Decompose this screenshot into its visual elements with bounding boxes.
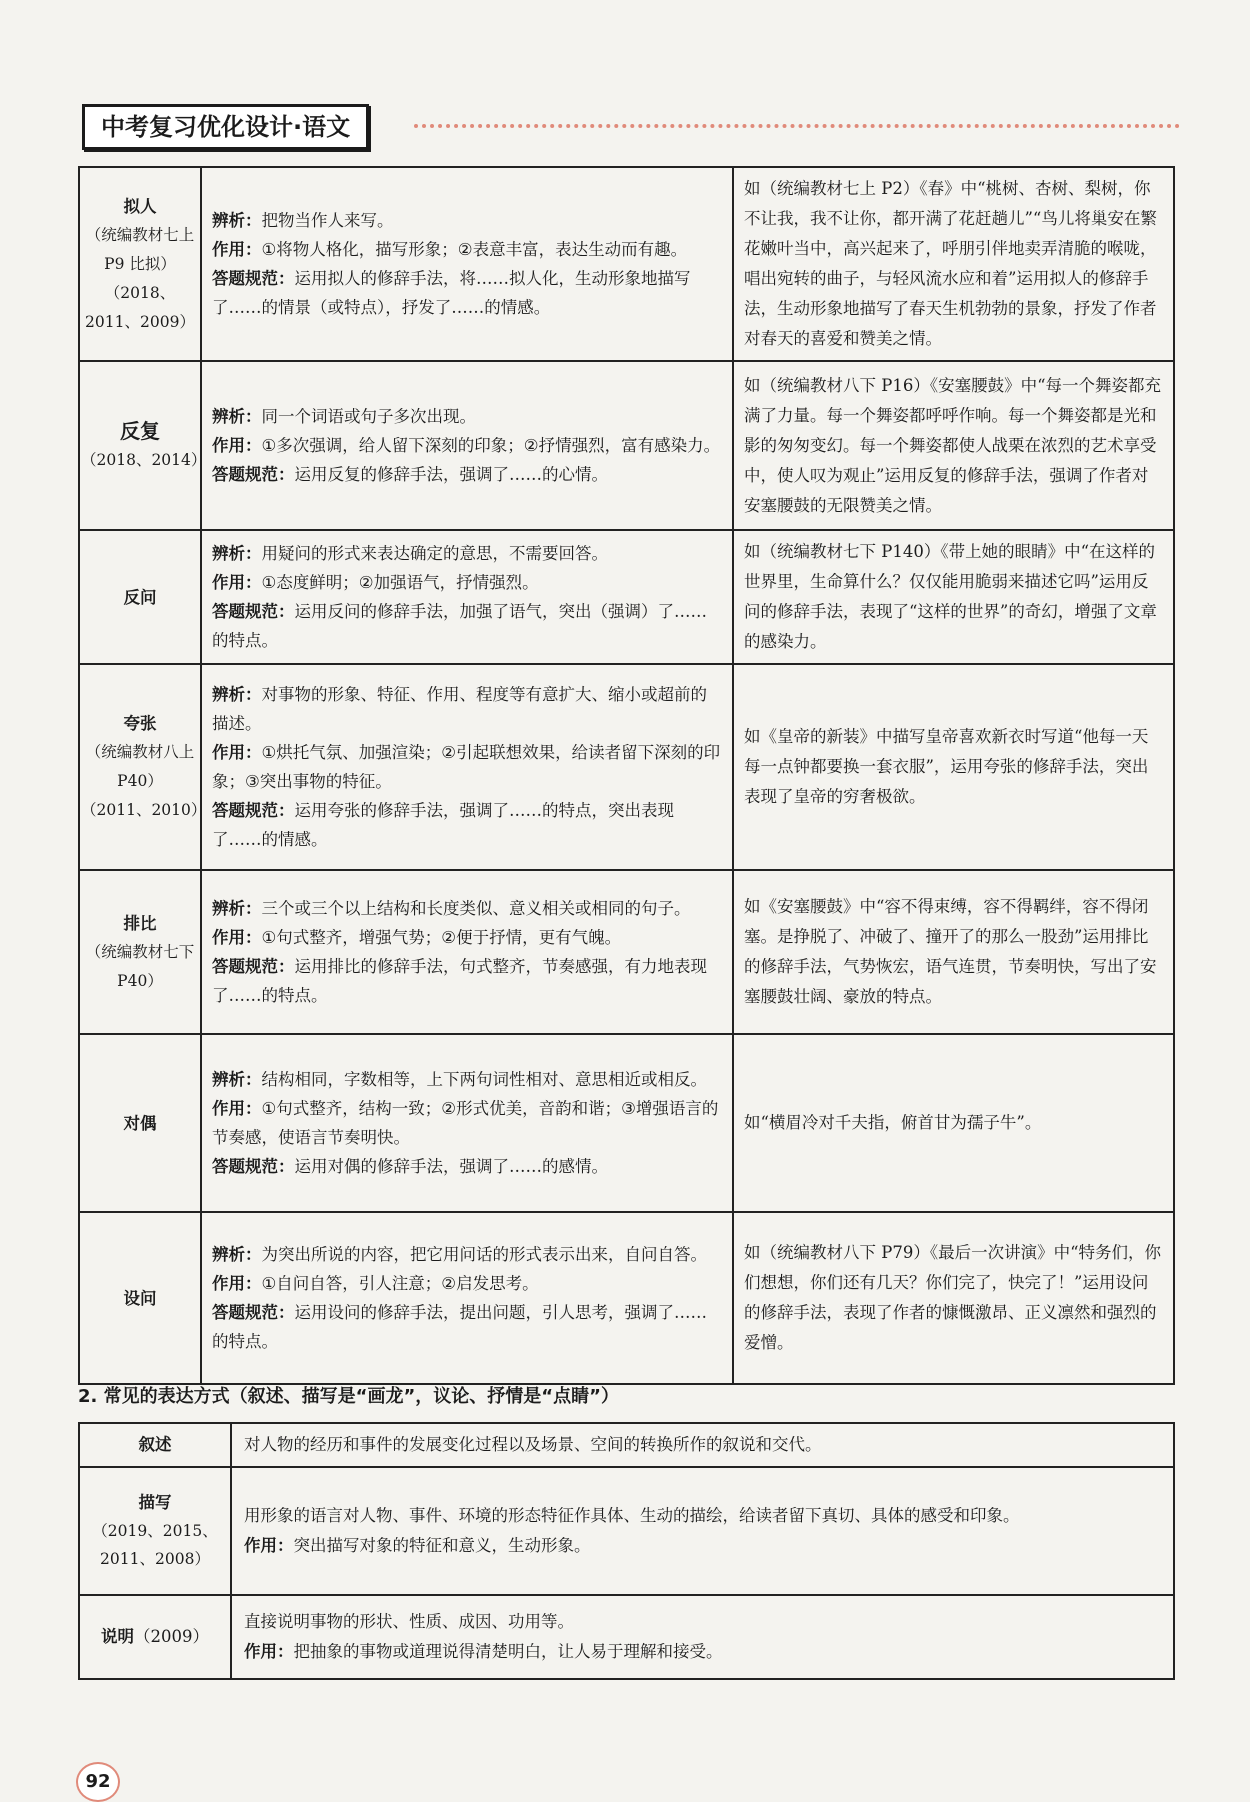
standard-text: 运用对偶的修辞手法，强调了……的感情。 — [294, 1157, 608, 1176]
title-divider — [414, 124, 1180, 128]
page-title: 中考复习优化设计·语文 — [82, 104, 369, 150]
analysis-text: 把物当作人来写。 — [261, 211, 394, 230]
analysis-text: 三个或三个以上结构和长度类似、意义相关或相同的句子。 — [261, 899, 691, 918]
analysis-text: 同一个词语或句子多次出现。 — [261, 407, 476, 426]
term-years: （2018、2014） — [81, 450, 207, 469]
table-row — [79, 167, 1174, 361]
explanation-cell — [201, 167, 733, 361]
standard-label: 答题规范： — [212, 269, 295, 288]
analysis-text: 结构相同，字数相等，上下两句词性相对、意思相近或相反。 — [261, 1070, 707, 1089]
effect-label: 作用： — [212, 1274, 262, 1293]
term-name: 排比 — [123, 913, 157, 933]
term-years: （2019、2015、2011、2008） — [92, 1522, 218, 1568]
table-row — [79, 870, 1174, 1034]
example-cell: 如《皇帝的新装》中描写皇帝喜欢新衣时写道“他每一天每一点钟都要换一套衣服”，运用夸张的修辞手法，突出表现了皇帝的穷奢极欲。 — [733, 664, 1174, 870]
explanation-cell — [201, 1212, 733, 1384]
example-cell: 如“横眉冷对千夫指，俯首甘为孺子牛”。 — [733, 1034, 1174, 1212]
explanation-cell — [201, 530, 733, 664]
term-cell — [79, 530, 201, 664]
term-name: 说明 — [101, 1627, 134, 1646]
analysis-label: 辨析： — [212, 685, 262, 704]
table-row — [79, 1595, 1174, 1679]
expression-table — [78, 1422, 1175, 1680]
example-cell: 如（统编教材八下 P16）《安塞腰鼓》中“每一个舞姿都充满了力量。每一个舞姿都呼呼作响。每一个舞姿都是光和影的匆匆变幻。每一个舞姿都使人战栗在浓烈的艺术享受中，使人叹为观止”运用反复的修辞手法，强调了作者对安塞腰鼓的无限赞美之情。 — [733, 361, 1174, 530]
example-cell: 如（统编教材七下 P140）《带上她的眼睛》中“在这样的世界里，生命算什么？仅仅能用脆弱来描述它吗”运用反问的修辞手法，表现了“这样的世界”的奇幻，增强了文章的感染力。 — [733, 530, 1174, 664]
standard-text: 运用反问的修辞手法，加强了语气，突出（强调）了……的特点。 — [212, 602, 707, 650]
effect-text: ①多次强调，给人留下深刻的印象；②抒情强烈，富有感染力。 — [261, 436, 721, 455]
effect-text: ①句式整齐，增强气势；②便于抒情，更有气魄。 — [261, 928, 622, 947]
standard-text: 运用夸张的修辞手法，强调了……的特点，突出表现了……的情感。 — [212, 801, 674, 849]
analysis-text: 为突出所说的内容，把它用问话的形式表示出来，自问自答。 — [261, 1245, 707, 1264]
analysis-label: 辨析： — [212, 899, 262, 918]
description-text: 用形象的语言对人物、事件、环境的形态特征作具体、生动的描绘，给读者留下真切、具体的感受和印象。 — [244, 1506, 1020, 1525]
term-cell — [79, 870, 201, 1034]
term-years: （2011、2010） — [81, 801, 207, 819]
standard-label: 答题规范： — [212, 465, 295, 484]
standard-text: 运用设问的修辞手法，提出问题，引人思考，强调了……的特点。 — [212, 1303, 707, 1351]
term-cell — [79, 1423, 231, 1467]
analysis-label: 辨析： — [212, 544, 262, 563]
analysis-label: 辨析： — [212, 407, 262, 426]
table-row — [79, 664, 1174, 870]
explanation-cell — [201, 870, 733, 1034]
table-row — [79, 530, 1174, 664]
description-cell — [231, 1423, 1174, 1467]
explanation-cell — [201, 361, 733, 530]
example-cell: 如（统编教材八下 P79）《最后一次讲演》中“特务们，你们想想，你们还有几天？你们完了，快完了！”运用设问的修辞手法，表现了作者的慷慨激昂、正义凛然和强烈的爱憎。 — [733, 1212, 1174, 1384]
rhetoric-table — [78, 166, 1175, 1385]
explanation-cell — [201, 664, 733, 870]
table-row — [79, 1034, 1174, 1212]
term-cell — [79, 1212, 201, 1384]
section-heading: 2. 常见的表达方式（叙述、描写是“画龙”，议论、抒情是“点睛”） — [78, 1386, 619, 1407]
term-name: 描写 — [138, 1493, 172, 1512]
term-name: 对偶 — [123, 1113, 157, 1133]
effect-label: 作用： — [244, 1642, 294, 1661]
page-number: 92 — [76, 1762, 120, 1802]
effect-label: 作用： — [212, 240, 262, 259]
effect-label: 作用： — [244, 1536, 294, 1555]
effect-text: ①将物人格化，描写形象；②表意丰富，表达生动而有趣。 — [261, 240, 688, 259]
effect-text: 把抽象的事物或道理说得清楚明白，让人易于理解和接受。 — [293, 1642, 723, 1661]
term-note: （统编教材八上 P40） — [85, 743, 195, 790]
standard-label: 答题规范： — [212, 801, 295, 820]
term-cell — [79, 361, 207, 530]
term-name: 反复 — [120, 418, 160, 443]
effect-label: 作用： — [212, 928, 262, 947]
term-years: （2018、2011、2009） — [85, 283, 195, 331]
description-cell — [231, 1595, 1174, 1679]
effect-text: ①态度鲜明；②加强语气，抒情强烈。 — [261, 573, 539, 592]
standard-label: 答题规范： — [212, 957, 295, 976]
analysis-label: 辨析： — [212, 1245, 262, 1264]
analysis-label: 辨析： — [212, 1070, 262, 1089]
description-text: 对人物的经历和事件的发展变化过程以及场景、空间的转换所作的叙说和交代。 — [244, 1435, 822, 1454]
effect-label: 作用： — [212, 743, 262, 762]
term-cell — [79, 1034, 201, 1212]
term-cell — [79, 1595, 231, 1679]
term-cell — [79, 1467, 231, 1595]
term-name: 拟人 — [123, 196, 157, 216]
description-cell — [231, 1467, 1174, 1595]
table-row — [79, 361, 1174, 530]
term-cell — [79, 664, 207, 870]
term-name: 反问 — [123, 587, 157, 607]
standard-label: 答题规范： — [212, 602, 295, 621]
effect-text: ①自问自答，引人注意；②启发思考。 — [261, 1274, 539, 1293]
term-note: （统编教材七上 P9 比拟） — [85, 225, 195, 273]
effect-label: 作用： — [212, 436, 262, 455]
term-name: 夸张 — [123, 714, 157, 733]
table-row — [79, 1212, 1174, 1384]
analysis-label: 辨析： — [212, 211, 262, 230]
standard-text: 运用反复的修辞手法，强调了……的心情。 — [294, 465, 608, 484]
effect-text: 突出描写对象的特征和意义，生动形象。 — [293, 1536, 591, 1555]
term-name: 设问 — [123, 1288, 157, 1308]
analysis-text: 对事物的形象、特征、作用、程度等有意扩大、缩小或超前的描述。 — [212, 685, 707, 733]
term-cell — [79, 167, 201, 361]
standard-label: 答题规范： — [212, 1157, 295, 1176]
standard-text: 运用排比的修辞手法，句式整齐，节奏感强，有力地表现了……的特点。 — [212, 957, 707, 1005]
effect-label: 作用： — [212, 573, 262, 592]
term-note: （统编教材七下 P40） — [85, 942, 195, 990]
term-years: （2009） — [134, 1627, 209, 1646]
analysis-text: 用疑问的形式来表达确定的意思，不需要回答。 — [261, 544, 608, 563]
table-row — [79, 1467, 1174, 1595]
standard-label: 答题规范： — [212, 1303, 295, 1322]
effect-text: ①句式整齐，结构一致；②形式优美，音韵和谐；③增强语言的节奏感，使语言节奏明快。 — [212, 1099, 719, 1147]
standard-text: 运用拟人的修辞手法，将……拟人化，生动形象地描写了……的情景（或特点），抒发了……的情感。 — [212, 269, 691, 317]
table-row — [79, 1423, 1174, 1467]
effect-text: ①烘托气氛、加强渲染；②引起联想效果，给读者留下深刻的印象；③突出事物的特征。 — [212, 743, 721, 791]
description-text: 直接说明事物的形状、性质、成因、功用等。 — [244, 1612, 574, 1631]
example-cell: 如（统编教材七上 P2）《春》中“桃树、杏树、梨树，你不让我，我不让你，都开满了花赶趟儿”“鸟儿将巢安在繁花嫩叶当中，高兴起来了，呼朋引伴地卖弄清脆的喉咙，唱出宛转的曲子，与轻风流水应和着”运用拟人的修辞手法，生动形象地描写了春天生机勃勃的景象，抒发了作者对春天的喜爱和赞美之情。 — [733, 167, 1174, 361]
effect-label: 作用： — [212, 1099, 262, 1118]
explanation-cell — [201, 1034, 733, 1212]
term-name: 叙述 — [138, 1435, 172, 1454]
example-cell: 如《安塞腰鼓》中“容不得束缚，容不得羁绊，容不得闭塞。是挣脱了、冲破了、撞开了的那么一股劲”运用排比的修辞手法，气势恢宏，语气连贯，节奏明快，写出了安塞腰鼓壮阔、豪放的特点。 — [733, 870, 1174, 1034]
